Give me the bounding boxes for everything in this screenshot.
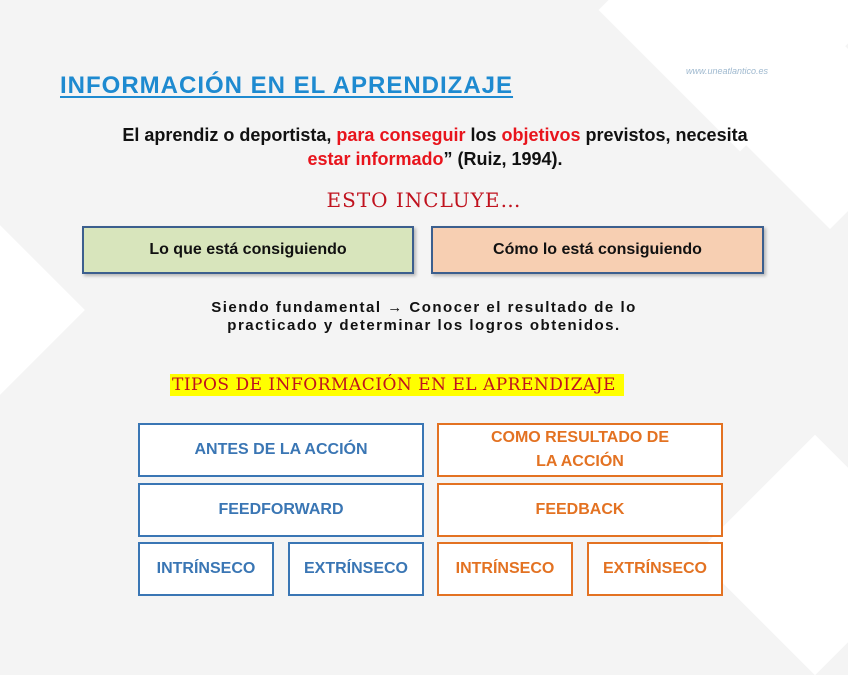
intrinseco-box-left: INTRÍNSECO [138, 542, 274, 596]
fundamental-line: practicado y determinar los logros obtenidos. [227, 317, 621, 334]
fundamental-line: Siendo fundamental → Conocer el resultado de lo [211, 299, 637, 316]
quote-text: previstos, necesita [580, 125, 748, 145]
background-decoration [0, 225, 85, 395]
quote-highlight: para conseguir [336, 125, 466, 145]
quote [40, 123, 830, 171]
antes-accion-box: ANTES DE LA ACCIÓN [138, 423, 424, 477]
feedforward-box: FEEDFORWARD [138, 483, 424, 537]
incluye-box-consiguiendo: Lo que está consiguiendo [82, 226, 414, 274]
extrinseco-box-left: EXTRÍNSECO [288, 542, 424, 596]
resultado-accion-box: COMO RESULTADO DE LA ACCIÓN [437, 423, 723, 477]
incluye-heading: ESTO INCLUYE… [326, 188, 522, 212]
extrinseco-box-right: EXTRÍNSECO [587, 542, 723, 596]
watermark: www.uneatlantico.es [686, 66, 769, 76]
intrinseco-box-right: INTRÍNSECO [437, 542, 573, 596]
fundamental-text [120, 299, 728, 335]
quote-text: ” (Ruiz, 1994). [443, 149, 563, 169]
feedback-box: FEEDBACK [437, 483, 723, 537]
incluye-box-como: Cómo lo está consiguiendo [431, 226, 764, 274]
quote-highlight: estar informado [307, 149, 444, 169]
quote-text: los [465, 125, 502, 145]
quote-text: El aprendiz o deportista, [122, 125, 337, 145]
quote-highlight: objetivos [501, 125, 581, 145]
tipos-heading: TIPOS DE INFORMACIÓN EN EL APRENDIZAJE [170, 374, 624, 396]
slide-title: INFORMACIÓN EN EL APRENDIZAJE [60, 72, 514, 99]
